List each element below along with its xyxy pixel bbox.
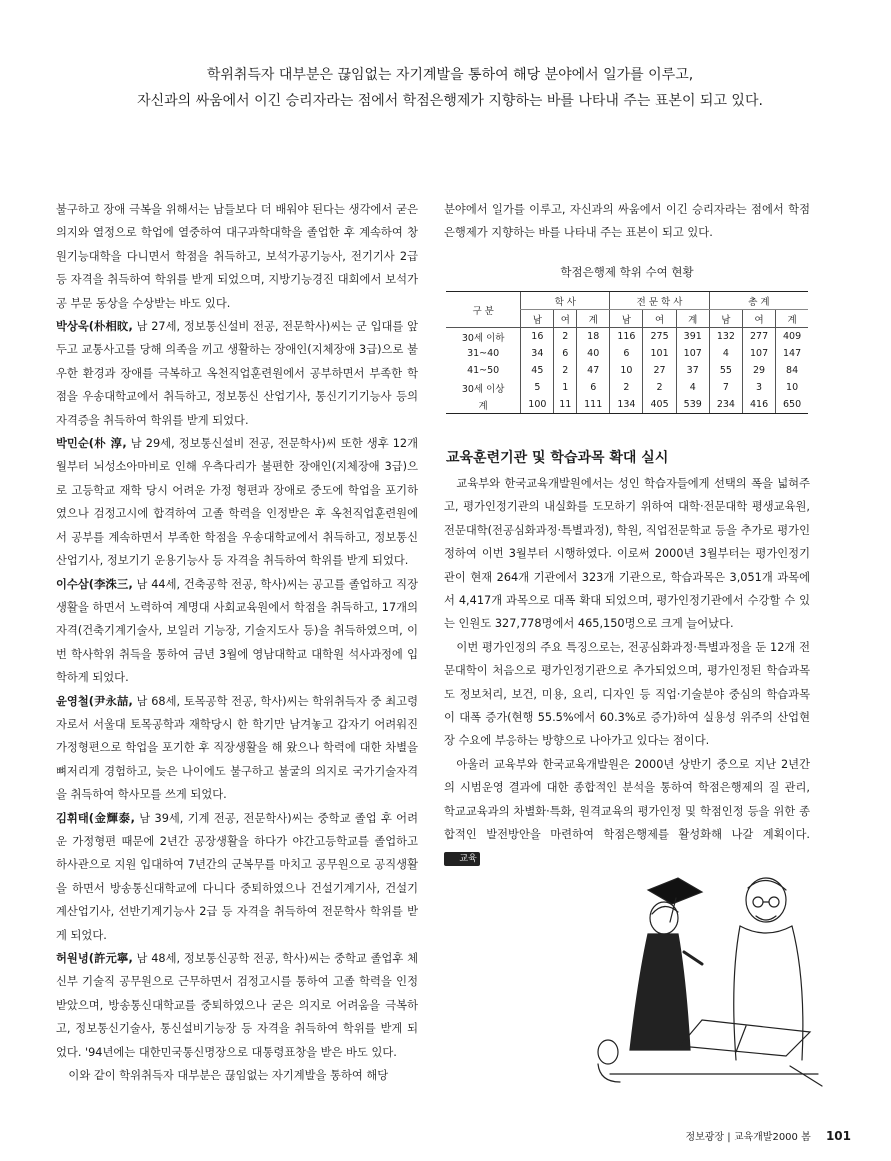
table-cell: 100 bbox=[521, 396, 554, 414]
right-column-top bbox=[444, 198, 810, 245]
table-cell: 132 bbox=[709, 328, 742, 346]
table-cell: 1 bbox=[554, 379, 577, 396]
profile-name: 허원녕(許元寧, bbox=[56, 952, 133, 965]
table-total-row bbox=[446, 396, 808, 414]
table-header-row bbox=[446, 292, 808, 310]
profile-paragraph bbox=[56, 947, 418, 1064]
magazine-name: 정보광장 | 교육개발2000 봄 bbox=[685, 1132, 811, 1143]
table-cell: 277 bbox=[742, 328, 775, 346]
pull-quote-line2: 자신과의 싸움에서 이긴 승리자라는 점에서 학점은행제가 지향하는 바를 나타내 주는 표본이 되고 있다. bbox=[137, 93, 763, 109]
sub-header: 계 bbox=[577, 310, 610, 328]
table-corner-header: 구 분 bbox=[446, 292, 521, 328]
table-cell: 405 bbox=[643, 396, 676, 414]
paragraph: 이번 평가인정의 주요 특징으로는, 전공심화과정·특별과정을 둔 12개 전문대학이 처음으로 평가인정기관으로 추가되었으며, 평가인정된 학습과목도 정보처리, 보건, 미용, 요리, 디자인 등 직업·기술분야 중심의 학습과목이 대폭 증가(현행 55.5%에서 60.3%로 증가)하여 실용성 위주의 산업현장 수요에 부응하는 방향으로 나아가고 있다는 점이다. bbox=[444, 640, 810, 748]
table-cell: 10 bbox=[776, 379, 808, 396]
profile-paragraph bbox=[56, 315, 418, 432]
paragraph-text: 아울러 교육부와 한국교육개발원은 2000년 상반기 중으로 지난 2년간의 시범운영 결과에 대한 종합적인 분석을 통하여 학점은행제의 질 관리, 학교교육과의 차별화·특화, 원격교육의 평가인정 및 학점인정 등을 위한 종합적인 발전방안을 마련하여 학점은행제를 활성화해 나갈 계획이다. bbox=[444, 757, 810, 842]
table-cell: 147 bbox=[776, 345, 808, 362]
profile-text: 남 44세, 건축공학 전공, 학사)씨는 공고를 졸업하고 직장생활을 하면서 노력하여 계명대 사회교육원에서 학점을 취득하고, 17개의 자격(건축기계기술사, 보일러 기능장, 기술지도사 등)을 취득하였으며, 이번 학사학위 취득을 통하여 금년 3월에 영남대학교 대학원 석사과정에 입학하게 되었다. bbox=[56, 577, 418, 685]
table-cell: 6 bbox=[577, 379, 610, 396]
profile-text: 남 68세, 토목공학 전공, 학사)씨는 학위취득자 중 최고령자로서 서울대 토목공학과 재학당시 한 학기만 남겨놓고 갑자기 어려워진 가정형편으로 학업을 포기한 후 직장생활을 해 왔으나 학력에 대한 차별을 뼈저리게 경험하고, 늦은 나이에도 불구하고 불굴의 의지로 국가기술자격을 취득하여 학사모를 쓰게 되었다. bbox=[56, 694, 418, 802]
table-cell: 16 bbox=[521, 328, 554, 346]
sub-header: 남 bbox=[709, 310, 742, 328]
table-cell: 2 bbox=[554, 328, 577, 346]
table-cell: 11 bbox=[554, 396, 577, 414]
row-label: 41~50 bbox=[467, 365, 500, 376]
table-cell: 55 bbox=[709, 362, 742, 379]
table-cell: 107 bbox=[742, 345, 775, 362]
row-label: 30세 이하 bbox=[461, 332, 505, 344]
sub-header: 여 bbox=[643, 310, 676, 328]
left-column bbox=[56, 198, 418, 1087]
sub-header: 계 bbox=[776, 310, 808, 328]
table-row bbox=[446, 379, 808, 396]
table-cell: 4 bbox=[709, 345, 742, 362]
group-header: 학 사 bbox=[521, 292, 610, 310]
table-cell: 47 bbox=[577, 362, 610, 379]
table-cell: 3 bbox=[742, 379, 775, 396]
table-cell: 7 bbox=[709, 379, 742, 396]
profile-text: 남 27세, 정보통신설비 전공, 전문학사)씨는 군 입대를 앞두고 교통사고를 당해 의족을 끼고 생활하는 장애인(지체장애 3급)으로 불우한 환경과 장애를 극복하고 옥천직업훈련원에서 공부하면서 부족한 학점을 우송대학교에서 취득하고, 정보통신 산업기사, 통신기기기능사 등의 자격증을 취득하여 학위를 받게 되었다. bbox=[56, 320, 418, 427]
right-column-body bbox=[444, 472, 810, 870]
table-row bbox=[446, 328, 808, 346]
pull-quote-line1: 학위취득자 대부분은 끊임없는 자기계발을 통하여 해당 분야에서 일가를 이루고, bbox=[206, 67, 694, 83]
end-mark-badge: 교육 bbox=[444, 852, 480, 866]
page-footer bbox=[685, 1128, 851, 1143]
table-cell: 29 bbox=[742, 362, 775, 379]
table-cell: 2 bbox=[643, 379, 676, 396]
profile-paragraph bbox=[56, 690, 418, 807]
table-cell: 275 bbox=[643, 328, 676, 346]
profile-name: 김휘태(金輝泰, bbox=[56, 811, 135, 825]
profile-name: 이수삼(李洙三, bbox=[56, 577, 133, 591]
profile-name: 박상욱(朴相旼, bbox=[56, 320, 133, 334]
table-cell: 2 bbox=[610, 379, 643, 396]
sub-header: 남 bbox=[610, 310, 643, 328]
table-cell: 40 bbox=[577, 345, 610, 362]
paragraph: 분야에서 일가를 이루고, 자신과의 싸움에서 이긴 승리자라는 점에서 학점은행제가 지향하는 바를 나타내 주는 표본이 되고 있다. bbox=[444, 203, 810, 240]
profile-name: 박민순(朴 淳, bbox=[56, 437, 127, 451]
table-cell: 391 bbox=[676, 328, 709, 346]
table-title: 학점은행제 학위 수여 현황 bbox=[560, 265, 694, 279]
table-cell: 101 bbox=[643, 345, 676, 362]
row-label: 31~40 bbox=[467, 348, 500, 359]
group-header: 총 계 bbox=[709, 292, 808, 310]
table-cell: 4 bbox=[676, 379, 709, 396]
table-cell: 116 bbox=[610, 328, 643, 346]
graduation-illustration bbox=[590, 860, 825, 1090]
sub-header: 여 bbox=[554, 310, 577, 328]
table-cell: 6 bbox=[610, 345, 643, 362]
profile-text: 남 29세, 정보통신설비 전공, 전문학사)씨 또한 생후 12개월부터 뇌성소아마비로 인해 우측다리가 불편한 장애인(지체장애 3급)으로 고등학교 재학 당시 어려운 가정 형편과 장애로 중도에 학업을 포기하였으나 검정고시에 합격하여 고졸 학력을 인정받은 후 옥천직업훈련원에서 공부를 계속하면서 부족한 학점을 우송대학교에서 취득하고, 정보통신 산업기사, 정보기기 운용기능사 등 자격을 취득하여 학위를 받게 되었다. bbox=[56, 437, 418, 568]
section-heading: 교육훈련기관 및 학습과목 확대 실시 bbox=[446, 450, 669, 466]
table-cell: 111 bbox=[577, 396, 610, 414]
profile-name: 윤영철(尹永喆, bbox=[56, 694, 133, 708]
pull-quote bbox=[120, 62, 780, 114]
table-cell: 34 bbox=[521, 345, 554, 362]
degree-stats-table bbox=[446, 291, 808, 414]
profile-paragraph bbox=[56, 573, 418, 690]
paragraph bbox=[444, 753, 810, 870]
row-label: 계 bbox=[446, 396, 521, 414]
paragraph: 교육부와 한국교육개발원에서는 성인 학습자들에게 선택의 폭을 넓혀주고, 평가인정기관의 내실화를 도모하기 위하여 대학·전문대학 평생교육원, 전문대학(전공심화과정·특별과정), 학원, 직업전문학교 등을 추가로 평가인정하여 이번 3월부터 시행하였다. 이로써 2000년 3월부터는 평가인정기관이 현재 264개 기관에서 323개 기관으로, 학습과목은 3,051개 과목에서 4,417개 과목으로 대폭 확대 되었으며, 평가인정기관에서 수강할 수 있는 인원도 327,778명에서 465,150명으로 크게 늘어났다. bbox=[444, 477, 810, 631]
table-cell: 107 bbox=[676, 345, 709, 362]
table-cell: 409 bbox=[776, 328, 808, 346]
table-cell: 6 bbox=[554, 345, 577, 362]
table-row bbox=[446, 345, 808, 362]
table-cell: 2 bbox=[554, 362, 577, 379]
sub-header: 계 bbox=[676, 310, 709, 328]
page-number: 101 bbox=[825, 1129, 851, 1143]
table-cell: 18 bbox=[577, 328, 610, 346]
profile-paragraph bbox=[56, 432, 418, 572]
table-cell: 10 bbox=[610, 362, 643, 379]
table-cell: 650 bbox=[776, 396, 808, 414]
sub-header: 여 bbox=[742, 310, 775, 328]
table-cell: 27 bbox=[643, 362, 676, 379]
table-row bbox=[446, 362, 808, 379]
profile-paragraph bbox=[56, 807, 418, 947]
paragraph: 불구하고 장애 극복을 위해서는 남들보다 더 배워야 된다는 생각에서 굳은 의지와 열정으로 학업에 열중하여 대구과학대학을 졸업한 후 계속하여 창원기능대학을 다니면서 학점을 취득하고, 보석가공기능사, 전기기사 2급 등 자격을 취득하여 학위를 받게 되었으며, 지방기능경진 대회에서 보석가공 부문 동상을 수상받는 바도 있다. bbox=[56, 203, 418, 310]
paragraph: 이와 같이 학위취득자 대부분은 끊임없는 자기계발을 통하여 해당 bbox=[68, 1069, 389, 1083]
table-cell: 37 bbox=[676, 362, 709, 379]
group-header: 전 문 학 사 bbox=[610, 292, 710, 310]
profile-text: 남 39세, 기계 전공, 전문학사)씨는 중학교 졸업 후 어려운 가정형편 때문에 2년간 공장생활을 하다가 야간고등학교를 졸업하고 하사관으로 지원 입대하여 7년간의 군복무를 마치고 공무원으로 공직생활을 하면서 방송통신대학교에 다니다 중퇴하였으나 건설기계기사, 건설기계산업기사, 선반기계기능사 2급 등 자격을 취득하여 전문학사 학위를 받게 되었다. bbox=[56, 811, 418, 942]
profile-text: 남 48세, 정보통신공학 전공, 학사)씨는 중학교 졸업후 체신부 기술직 공무원으로 근무하면서 검정고시를 통하여 고졸 학력을 인정받았으며, 방송통신대학교를 중퇴하였으나 굳은 의지로 어려움을 극복하고, 정보통신기술사, 통신설비기능장 등 자격을 취득하여 학위를 받게 되었다. '94년에는 대한민국통신명장으로 대통령표창을 받은 바도 있다. bbox=[56, 952, 418, 1059]
table-cell: 5 bbox=[521, 379, 554, 396]
table-cell: 416 bbox=[742, 396, 775, 414]
table-cell: 134 bbox=[610, 396, 643, 414]
table-cell: 45 bbox=[521, 362, 554, 379]
table-cell: 234 bbox=[709, 396, 742, 414]
table-cell: 539 bbox=[676, 396, 709, 414]
table-cell: 84 bbox=[776, 362, 808, 379]
row-label: 30세 이상 bbox=[461, 383, 505, 395]
sub-header: 남 bbox=[521, 310, 554, 328]
